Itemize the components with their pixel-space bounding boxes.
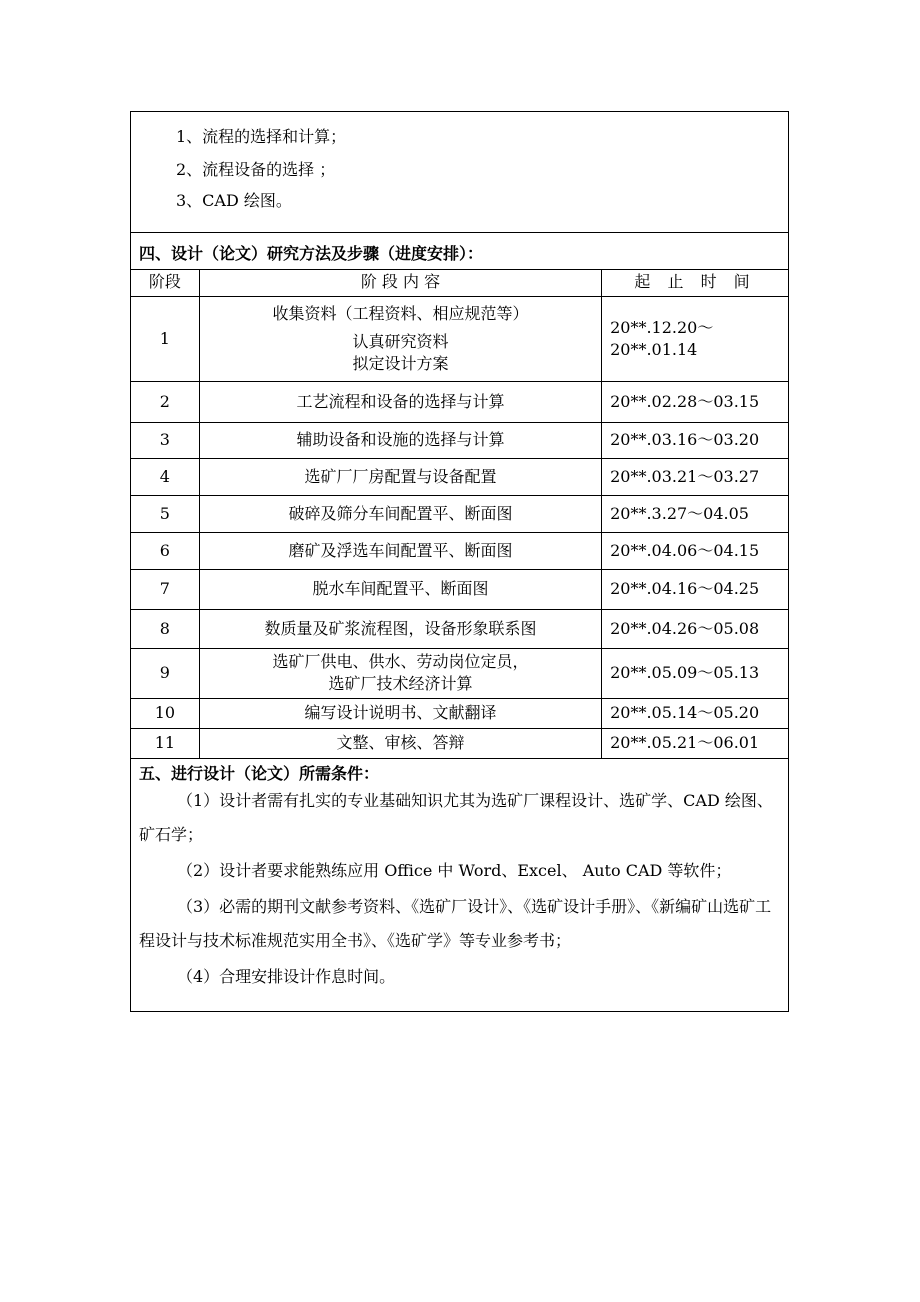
condition-item: （3）必需的期刊文献参考资料、《选矿厂设计》、《选矿设计手册》、《新编矿山选矿工程设计与技术标准规范实用全书》、《选矿学》等专业参考书； <box>139 897 772 950</box>
stage-cell: 10 <box>131 698 199 728</box>
stage-cell: 2 <box>131 381 199 422</box>
content-cell: 选矿厂厂房配置与设备配置 <box>199 458 601 495</box>
content-line: 收集资料（工程资料、相应规范等） <box>272 303 529 323</box>
task-list-section <box>131 112 788 233</box>
condition-item: （2）设计者要求能熟练应用 Office 中 Word、Excel、 Auto CAD 等软件； <box>177 861 732 880</box>
content-line: 认真研究资料 <box>352 331 449 351</box>
content-cell: 脱水车间配置平、断面图 <box>199 569 601 609</box>
content-cell: 辅助设备和设施的选择与计算 <box>199 422 601 458</box>
table-row <box>131 495 788 532</box>
table-row <box>131 422 788 458</box>
stage-cell: 8 <box>131 609 199 648</box>
time-cell <box>602 296 788 381</box>
time-cell: 20**.04.16～04.25 <box>602 569 788 609</box>
stage-cell: 3 <box>131 422 199 458</box>
time-cell: 20**.04.26～05.08 <box>602 609 788 648</box>
stage-cell: 9 <box>131 648 199 698</box>
table-row <box>131 648 788 698</box>
task-item: 1、流程的选择和计算； <box>176 127 347 146</box>
task-item: 3、CAD 绘图。 <box>176 191 292 210</box>
stage-cell: 6 <box>131 532 199 569</box>
stage-cell: 7 <box>131 569 199 609</box>
header-time: 起 止 时 间 <box>602 269 788 296</box>
content-line: 选矿厂技术经济计算 <box>328 674 473 693</box>
stage-cell: 4 <box>131 458 199 495</box>
content-cell: 数质量及矿浆流程图，设备形象联系图 <box>199 609 601 648</box>
table-row <box>131 532 788 569</box>
stage-cell: 1 <box>131 296 199 381</box>
content-cell: 磨矿及浮选车间配置平、断面图 <box>199 532 601 569</box>
header-content: 阶 段 内 容 <box>199 269 601 296</box>
condition-item: （1）设计者需有扎实的专业基础知识尤其为选矿厂课程设计、选矿学、CAD 绘图、矿石学； <box>139 791 773 844</box>
time-line: 20**.01.14 <box>610 339 698 359</box>
content-cell: 破碎及筛分车间配置平、断面图 <box>199 495 601 532</box>
table-row <box>131 698 788 728</box>
content-cell: 工艺流程和设备的选择与计算 <box>199 381 601 422</box>
table-header-row <box>131 269 788 296</box>
table-row <box>131 728 788 758</box>
method-section-header <box>131 232 788 270</box>
form-frame <box>130 111 789 1012</box>
schedule-table <box>131 269 788 759</box>
content-cell <box>199 648 601 698</box>
header-stage: 阶段 <box>131 269 199 296</box>
time-line: 20**.12.20～ <box>610 317 714 337</box>
table-row <box>131 458 788 495</box>
table-row <box>131 296 788 381</box>
time-cell: 20**.05.09～05.13 <box>602 648 788 698</box>
time-cell: 20**.02.28～03.15 <box>602 381 788 422</box>
section-title: 四、设计（论文）研究方法及步骤（进度安排）： <box>139 244 484 263</box>
time-cell: 20**.3.27～04.05 <box>602 495 788 532</box>
stage-cell: 5 <box>131 495 199 532</box>
time-cell: 20**.05.21～06.01 <box>602 728 788 758</box>
content-line: 拟定设计方案 <box>352 353 449 373</box>
condition-item: （4）合理安排设计作息时间。 <box>177 967 396 986</box>
time-cell: 20**.05.14～05.20 <box>602 698 788 728</box>
stage-cell: 11 <box>131 728 199 758</box>
content-cell: 文整、审核、答辩 <box>199 728 601 758</box>
task-item: 2、流程设备的选择 ； <box>176 160 336 179</box>
content-cell: 编写设计说明书、文献翻译 <box>199 698 601 728</box>
time-cell: 20**.03.16～03.20 <box>602 422 788 458</box>
section-title: 五、进行设计（论文）所需条件： <box>139 764 380 783</box>
table-row <box>131 569 788 609</box>
time-cell: 20**.03.21～03.27 <box>602 458 788 495</box>
time-cell: 20**.04.06～04.15 <box>602 532 788 569</box>
content-line: 选矿厂供电、供水、劳动岗位定员， <box>272 652 529 671</box>
table-row <box>131 381 788 422</box>
content-cell <box>199 296 601 381</box>
table-row <box>131 609 788 648</box>
